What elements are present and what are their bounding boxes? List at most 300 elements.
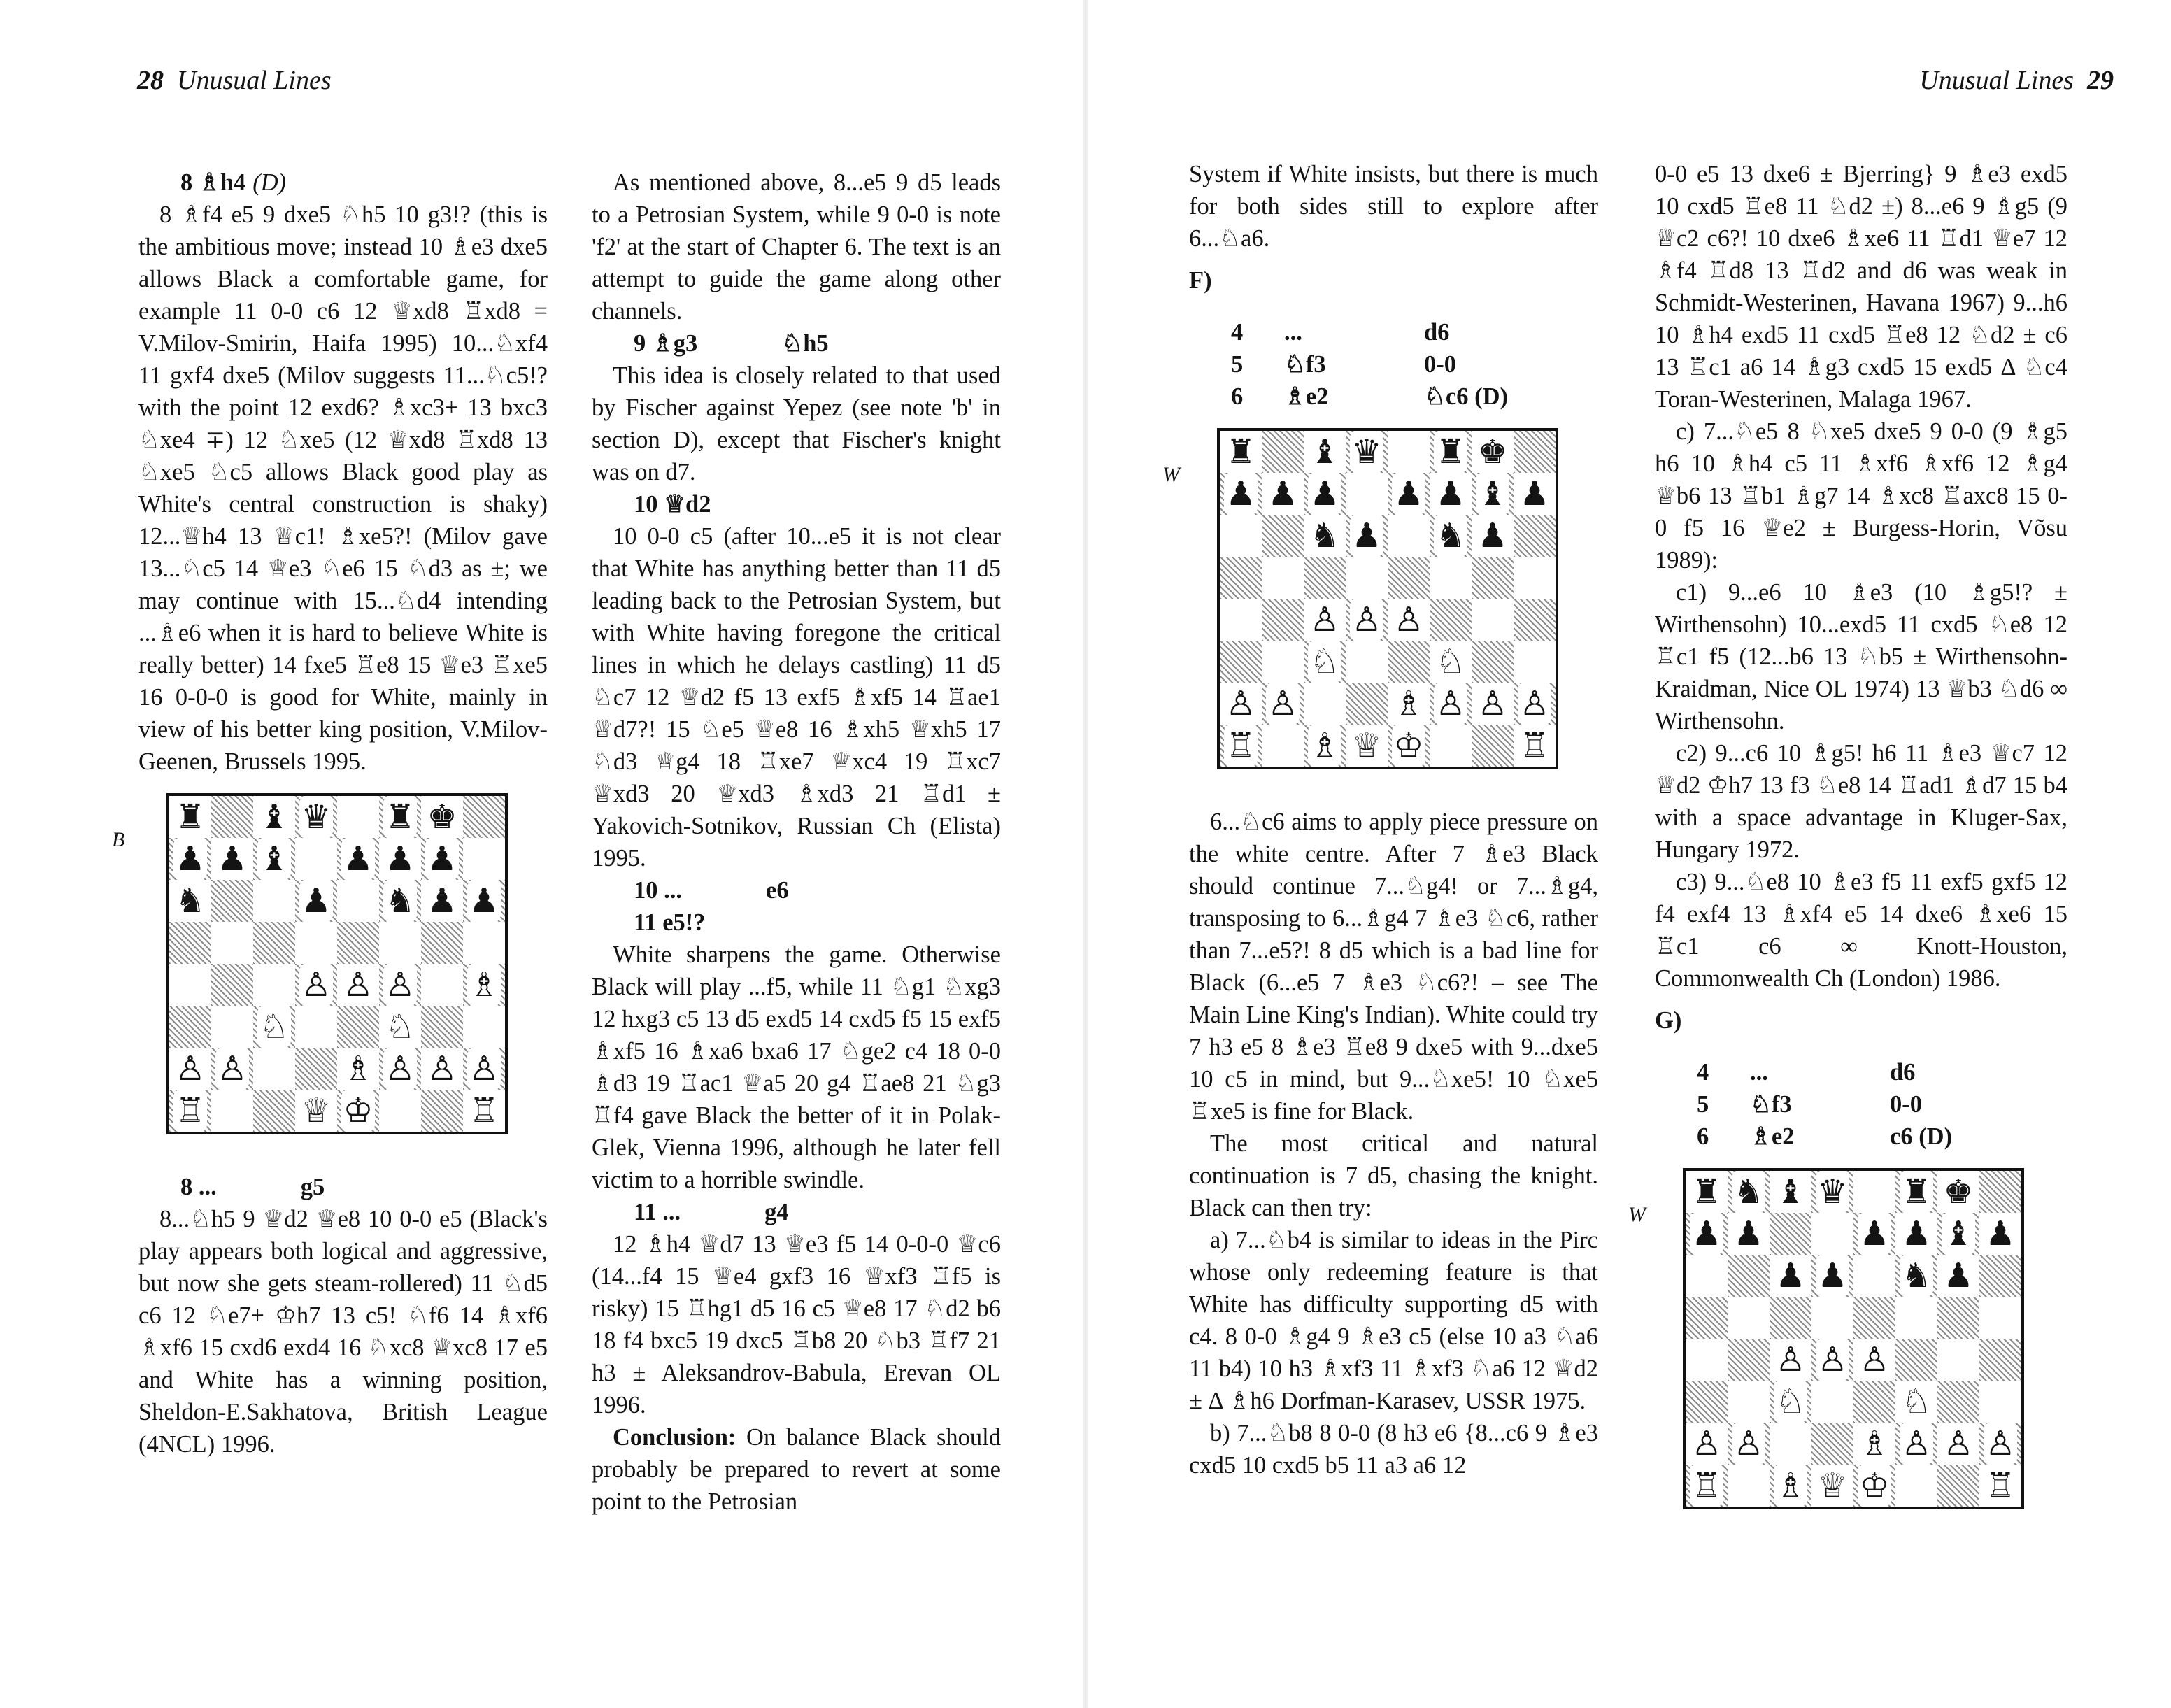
white-pawn-icon: ♙: [1859, 1340, 1890, 1379]
board-square: [1811, 1171, 1853, 1213]
white-knight-icon: ♘: [1775, 1382, 1806, 1421]
board-square: [1979, 1381, 2021, 1423]
board-square: [253, 838, 295, 880]
white-knight-icon: ♘: [1435, 642, 1466, 681]
board-square: [1346, 683, 1388, 725]
white-pawn-icon: ♙: [1817, 1340, 1848, 1379]
white-bishop-icon: ♗: [469, 965, 499, 1004]
black-pawn-icon: ♟: [1225, 474, 1256, 513]
black-bishop-icon: ♝: [1775, 1172, 1806, 1211]
black-pawn-icon: ♟: [1859, 1214, 1890, 1253]
board-square: [379, 880, 421, 922]
board-square: [1686, 1381, 1728, 1423]
move-white: ...: [1750, 1059, 1768, 1086]
board-square: [421, 838, 463, 880]
board-square: [379, 1090, 421, 1132]
board-square: [463, 880, 505, 922]
board-square: [169, 838, 211, 880]
white-king-icon: ♔: [1859, 1466, 1890, 1505]
board-square: [1304, 725, 1346, 767]
board-square: [1430, 683, 1472, 725]
move-black: (D): [252, 169, 287, 196]
paragraph-text: c1) 9...e6 10 ♗e3 (10 ♗g5!? ± Wirthensohn) 10...exd5 11 cxd5 ♘e8 12 ♖c1 f5 (12...b6 13 ♘b5 ± Wirthensohn-Kraidman, Nice OL 1974) 13 ♕b3 ♘d6 ∞ Wirthensohn.: [1655, 579, 2067, 734]
black-pawn-icon: ♟: [1775, 1256, 1806, 1295]
black-pawn-icon: ♟: [1985, 1214, 2016, 1253]
board-square: [1937, 1381, 1979, 1423]
board-square: [1346, 725, 1388, 767]
board-square: [1262, 599, 1304, 641]
diagram-2-side-to-move: W: [1162, 463, 1180, 486]
white-king-icon: ♔: [1393, 726, 1424, 765]
board-square: [1304, 473, 1346, 515]
header-title-left: Unusual Lines: [177, 66, 332, 95]
board-square: [1430, 431, 1472, 473]
board-square: [1895, 1465, 1937, 1507]
move-black: d6: [1890, 1059, 1916, 1086]
board-square: [421, 1006, 463, 1048]
headline-move: [138, 1171, 548, 1203]
black-bishop-icon: ♝: [1943, 1214, 1974, 1253]
black-bishop-icon: ♝: [1477, 474, 1508, 513]
board-square: [1811, 1465, 1853, 1507]
board-square: [463, 922, 505, 964]
paragraph-text: c2) 9...c6 10 ♗g5! h6 11 ♗e3 ♕c7 12 ♕d2 ♔h7 13 f3 ♘e8 14 ♖ad1 ♗d7 15 b4 with a space advantage in Kluger-Sax, Hungary 1972.: [1655, 740, 2067, 863]
board-square: [1853, 1423, 1895, 1465]
move-white: 8 ♗h4: [180, 169, 246, 196]
board-square: [1937, 1339, 1979, 1381]
board-square: [211, 1090, 253, 1132]
board-square: [1304, 599, 1346, 641]
board-square: [1346, 557, 1388, 599]
board-square: [1430, 641, 1472, 683]
board-square: [295, 1048, 337, 1090]
board-square: [1937, 1465, 1979, 1507]
board-square: [1728, 1255, 1770, 1297]
board-square: [211, 922, 253, 964]
board-square: [295, 880, 337, 922]
board-square: [169, 964, 211, 1006]
diagram-3-side-to-move: W: [1628, 1203, 1646, 1226]
board-square: [1514, 683, 1556, 725]
board-square: [1937, 1213, 1979, 1255]
board-square: [1346, 641, 1388, 683]
headline-move: [592, 874, 1001, 906]
white-queen-icon: ♕: [301, 1091, 332, 1130]
white-pawn-icon: ♙: [1519, 684, 1550, 723]
black-pawn-icon: ♟: [1309, 474, 1340, 513]
diagram-1: [112, 793, 548, 1148]
white-pawn-icon: ♙: [175, 1049, 206, 1088]
board-square: [211, 1006, 253, 1048]
move-black: e6: [766, 877, 789, 904]
black-knight-icon: ♞: [1435, 516, 1466, 555]
paragraph: [1655, 866, 2067, 995]
board-square: [463, 796, 505, 838]
board-square: [421, 1090, 463, 1132]
board-square: [1514, 599, 1556, 641]
board-square: [1811, 1213, 1853, 1255]
board-square: [1728, 1423, 1770, 1465]
paragraph-text: 10 0-0 c5 (after 10...e5 it is not clear that White has anything better than 11 d5 leading back to the Petrosian System, but with White having foregone the critical lines in which he delays castling) 11 d5 ♘c7 12 ♕d2 f5 13 exf5 ♗xf5 14 ♖ae1 ♕d7?! 15 ♘e5 ♕e8 16 ♗xh5 ♕xh5 17 ♘d3 ♕g4 18 ♖xe7 ♕xc4 19 ♖xc7 ♕xd3 20 ♕xd3 ♗xd3 21 ♖d1 ± Yakovich-Sotnikov, Russian Ch (Elista) 1995.: [592, 523, 1001, 871]
board-square: [1937, 1297, 1979, 1339]
move-black: g4: [764, 1199, 789, 1225]
white-rook-icon: ♖: [1519, 726, 1550, 765]
board-square: [1430, 515, 1472, 557]
black-pawn-icon: ♟: [1691, 1214, 1722, 1253]
black-rook-icon: ♜: [1225, 432, 1256, 471]
black-rook-icon: ♜: [1435, 432, 1466, 471]
board-square: [1472, 431, 1514, 473]
board-square: [379, 922, 421, 964]
board-square: [169, 1048, 211, 1090]
paragraph-text: 12 ♗h4 ♕d7 13 ♕e3 f5 14 0-0-0 ♕c6 (14...f4 15 ♕e4 gxf3 16 ♕xf3 ♖f5 is risky) 15 ♖hg1 d5 16 c5 ♕e8 17 ♘d2 b6 18 f4 bxc5 19 dxc5 ♖b8 20 ♘b3 ♖f7 21 h3 ± Aleksandrov-Babula, Erevan OL 1996.: [592, 1231, 1001, 1418]
black-rook-icon: ♜: [175, 797, 206, 837]
section-f-moves: [1189, 316, 1598, 413]
headline-move: [592, 488, 1001, 520]
board-square: [1853, 1213, 1895, 1255]
board-square: [1220, 515, 1262, 557]
move-number: 4: [1231, 319, 1244, 346]
section-heading: F): [1189, 267, 1212, 294]
white-rook-icon: ♖: [1691, 1466, 1722, 1505]
move-black: g5: [300, 1174, 325, 1200]
board-square: [1514, 725, 1556, 767]
board-square: [337, 1090, 379, 1132]
paragraph: [1655, 415, 2067, 576]
board-square: [1388, 473, 1430, 515]
white-rook-icon: ♖: [1225, 726, 1256, 765]
paragraph-text: 8 ♗f4 e5 9 dxe5 ♘h5 10 g3!? (this is the ambitious move; instead 10 ♗e3 dxe5 allows Black a comfortable game, for example 11 0-0 c6 12 ♕xd8 ♖xd8 = V.Milov-Smirin, Haifa 1995) 10...♘xf4 11 gxf4 dxe5 (Milov suggests 11...♘c5!? with the point 12 exd6? ♗xc3+ 13 bxc3 ♘xe4 ∓) 12 ♘xe5 (12 ♕xd8 ♖xd8 13 ♘xe5 ♘c5 allows Black good play as White's central construction is shaky) 12...♕h4 13 ♕c1! ♗xe5?! (Milov gave 13...♘c5 14 ♕e3 ♘e6 15 ♘d3 as ±; we may continue with 15...♘d4 intending ...♗e6 when it is hard to believe White is really better) 14 fxe5 ♖e8 15 ♕e3 ♖xe5 16 0-0-0 is good for White, mainly in view of his better king position, V.Milov-Geenen, Brussels 1995.: [138, 201, 548, 775]
board-square: [337, 1006, 379, 1048]
white-king-icon: ♔: [343, 1091, 373, 1130]
board-square: [1472, 557, 1514, 599]
board-square: [1388, 557, 1430, 599]
board-square: [1304, 683, 1346, 725]
board-square: [1220, 431, 1262, 473]
paragraph-text: The most critical and natural continuation is 7 d5, chasing the knight. Black can then try:: [1189, 1130, 1598, 1221]
white-knight-icon: ♘: [1309, 642, 1340, 681]
white-knight-icon: ♘: [385, 1007, 415, 1046]
paragraph-text: This idea is closely related to that used by Fischer against Yepez (see note 'b' in section D), except that Fischer's knight was on d7.: [592, 362, 1001, 485]
board-square: [1220, 683, 1262, 725]
black-pawn-icon: ♟: [385, 839, 415, 878]
board-square: [1728, 1297, 1770, 1339]
board-square: [1770, 1339, 1811, 1381]
board-square: [169, 1090, 211, 1132]
paragraph: [592, 360, 1001, 488]
right-page: [1086, 0, 2171, 1708]
white-pawn-icon: ♙: [1267, 684, 1298, 723]
board-square: [379, 1006, 421, 1048]
board-square: [1895, 1213, 1937, 1255]
move-number: 5: [1231, 351, 1244, 378]
move-white: 11 ...: [634, 1199, 681, 1225]
board-square: [295, 1090, 337, 1132]
board-square: [1895, 1381, 1937, 1423]
move-white: ♗e2: [1284, 383, 1329, 410]
paragraph: [592, 520, 1001, 874]
black-pawn-icon: ♟: [1943, 1256, 1974, 1295]
black-pawn-icon: ♟: [1477, 516, 1508, 555]
column-3: [1162, 158, 1598, 1481]
white-pawn-icon: ♙: [385, 965, 415, 1004]
board-square: [1304, 431, 1346, 473]
headline-move: [592, 906, 1001, 939]
page-number-right: 29: [2087, 66, 2114, 95]
paragraph: [138, 1203, 548, 1460]
chessboard-2: [1217, 428, 1558, 769]
paragraph-label: Conclusion:: [613, 1424, 736, 1451]
board-square: [1346, 431, 1388, 473]
board-square: [169, 880, 211, 922]
board-square: [1895, 1297, 1937, 1339]
board-square: [379, 838, 421, 880]
board-square: [1472, 725, 1514, 767]
board-square: [1895, 1339, 1937, 1381]
black-queen-icon: ♛: [1351, 432, 1382, 471]
section-heading: G): [1655, 1007, 1682, 1034]
board-square: [1770, 1297, 1811, 1339]
board-square: [1346, 473, 1388, 515]
running-header-left: [137, 64, 332, 97]
black-pawn-icon: ♟: [469, 881, 499, 920]
paragraph: [1655, 158, 2067, 415]
board-square: [1728, 1213, 1770, 1255]
paragraph-text: 8...♘h5 9 ♕d2 ♕e8 10 0-0 e5 (Black's play appears both logical and aggressive, but now she gets steam-rollered) 11 ♘d5 c6 12 ♘e7+ ♔h7 13 c5! ♘f6 14 ♗xf6 ♗xf6 15 cxd6 exd4 16 ♘xc8 ♕xc8 17 e5 and White has a winning position, Sheldon-E.Sakhatova, British League (4NCL) 1996.: [138, 1206, 548, 1458]
white-pawn-icon: ♙: [1309, 600, 1340, 639]
board-square: [337, 922, 379, 964]
board-square: [1388, 725, 1430, 767]
paragraph-text: a) 7...♘b4 is similar to ideas in the Pirc whose only redeeming feature is that White has difficulty supporting d5 with c4. 8 0-0 ♗g4 9 ♗e3 c5 (else 10 a3 ♘a6 11 b4) 10 h3 ♗xf3 11 ♗xf3 ♘a6 12 ♕d2 ± Δ ♗h6 Dorfman-Karasev, USSR 1975.: [1189, 1227, 1598, 1414]
paragraph-text: c3) 9...♘e8 10 ♗e3 f5 11 exf5 gxf5 12 f4 exf4 13 ♗xf4 e5 14 dxe6 ♗xe6 15 ♖c1 c6 ∞ Knott-Houston, Commonwealth Ch (London) 1986.: [1655, 869, 2067, 992]
board-square: [1686, 1255, 1728, 1297]
move-number: 5: [1697, 1091, 1709, 1118]
board-square: [1262, 515, 1304, 557]
board-square: [1220, 473, 1262, 515]
black-rook-icon: ♜: [1691, 1172, 1722, 1211]
white-pawn-icon: ♙: [1691, 1424, 1722, 1463]
board-square: [253, 796, 295, 838]
black-rook-icon: ♜: [1901, 1172, 1932, 1211]
black-pawn-icon: ♟: [217, 839, 248, 878]
white-rook-icon: ♖: [469, 1091, 499, 1130]
board-square: [1811, 1381, 1853, 1423]
board-square: [1220, 557, 1262, 599]
board-square: [1853, 1339, 1895, 1381]
board-square: [1388, 515, 1430, 557]
move-white: 10 ♕d2: [634, 491, 711, 518]
board-square: [1686, 1213, 1728, 1255]
board-square: [1770, 1423, 1811, 1465]
board-square: [1979, 1465, 2021, 1507]
column-1: [112, 166, 548, 1460]
board-square: [1686, 1339, 1728, 1381]
board-square: [1430, 473, 1472, 515]
board-square: [1304, 515, 1346, 557]
board-square: [1979, 1255, 2021, 1297]
board-square: [1220, 725, 1262, 767]
board-square: [1686, 1297, 1728, 1339]
white-queen-icon: ♕: [1817, 1466, 1848, 1505]
white-pawn-icon: ♙: [217, 1049, 248, 1088]
white-pawn-icon: ♙: [1225, 684, 1256, 723]
board-square: [1979, 1339, 2021, 1381]
move-white: 9 ♗g3: [634, 330, 698, 357]
board-square: [1811, 1255, 1853, 1297]
black-pawn-icon: ♟: [1267, 474, 1298, 513]
board-square: [463, 838, 505, 880]
move-white: ♗e2: [1750, 1123, 1795, 1150]
move-black: c6 (D): [1890, 1123, 1953, 1150]
board-square: [253, 1006, 295, 1048]
board-square: [1853, 1171, 1895, 1213]
black-king-icon: ♚: [427, 797, 457, 837]
paragraph: [1189, 1127, 1598, 1224]
paragraph-text: 6...♘c6 aims to apply piece pressure on the white centre. After 7 ♗e3 Black should continue 7...♘g4! or 7...♗g4, transposing to 6...♗g4 7 ♗e3 ♘c6, rather than 7...e5?! 8 d5 which is a bad line for Black (6...e5 7 ♗e3 ♘c6?! – see The Main Line King's Indian). White could try 7 h3 e5 8 ♗e3 ♖e8 9 dxe5 with 9...dxe5 10 c5 in mind, but 9...♘xe5! 10 ♘xe5 ♖xe5 is fine for Black.: [1189, 809, 1598, 1125]
board-square: [1853, 1465, 1895, 1507]
black-queen-icon: ♛: [1817, 1172, 1848, 1211]
column-3-text-b: [1189, 806, 1598, 1481]
black-pawn-icon: ♟: [175, 839, 206, 878]
board-square: [421, 922, 463, 964]
board-square: [253, 922, 295, 964]
diagram-3: [1628, 1168, 2067, 1523]
board-square: [1514, 473, 1556, 515]
board-square: [1770, 1255, 1811, 1297]
board-square: [1262, 683, 1304, 725]
white-pawn-icon: ♙: [469, 1049, 499, 1088]
white-pawn-icon: ♙: [1733, 1424, 1764, 1463]
paragraph: [1189, 1417, 1598, 1481]
move-white: 8 ...: [180, 1174, 217, 1200]
board-square: [1388, 683, 1430, 725]
board-square: [211, 964, 253, 1006]
black-bishop-icon: ♝: [259, 797, 290, 837]
move-white: ♘f3: [1284, 351, 1326, 378]
board-square: [1686, 1423, 1728, 1465]
board-square: [211, 796, 253, 838]
board-square: [295, 796, 337, 838]
board-square: [379, 796, 421, 838]
board-square: [379, 964, 421, 1006]
board-square: [1853, 1297, 1895, 1339]
board-square: [1979, 1297, 2021, 1339]
board-square: [295, 838, 337, 880]
board-square: [1770, 1465, 1811, 1507]
board-square: [1430, 557, 1472, 599]
black-knight-icon: ♞: [175, 881, 206, 920]
board-square: [337, 838, 379, 880]
board-square: [211, 1048, 253, 1090]
paragraph-text: White sharpens the game. Otherwise Black will play ...f5, while 11 ♘g1 ♘xg3 12 hxg3 c5 13 d5 exd5 14 cxd5 f5 15 exf5 ♗xf5 16 ♗xa6 bxa6 17 ♘ge2 c4 18 0-0 ♗d3 19 ♖ac1 ♕a5 20 g4 ♖ae8 21 ♘g3 ♖f4 gave Black the better of it in Polak-Glek, Vienna 1996, although he later fell victim to a horrible swindle.: [592, 941, 1001, 1193]
board-square: [169, 1006, 211, 1048]
paragraph-text: On balance Black should probably be prepared to revert at some point to the Petrosian: [592, 1424, 1001, 1515]
board-square: [1728, 1465, 1770, 1507]
board-square: [1388, 641, 1430, 683]
board-square: [1686, 1465, 1728, 1507]
paragraph: [1655, 737, 2067, 866]
board-square: [1811, 1423, 1853, 1465]
board-square: [1220, 599, 1262, 641]
board-square: [1770, 1381, 1811, 1423]
board-square: [1514, 515, 1556, 557]
white-pawn-icon: ♙: [343, 965, 373, 1004]
chessboard-1: [166, 793, 508, 1134]
white-bishop-icon: ♗: [343, 1049, 373, 1088]
board-square: [1937, 1171, 1979, 1213]
paragraph: [1189, 1224, 1598, 1417]
board-square: [379, 1048, 421, 1090]
white-bishop-icon: ♗: [1309, 726, 1340, 765]
paragraph: [138, 199, 548, 778]
move-black: ♘h5: [781, 330, 829, 357]
paragraph: [1189, 806, 1598, 1127]
board-square: [337, 880, 379, 922]
move-number: 4: [1697, 1059, 1709, 1086]
black-pawn-icon: ♟: [1519, 474, 1550, 513]
white-pawn-icon: ♙: [385, 1049, 415, 1088]
paragraph: [1655, 576, 2067, 737]
board-square: [295, 1006, 337, 1048]
board-square: [463, 964, 505, 1006]
white-queen-icon: ♕: [1351, 726, 1382, 765]
chessboard-3: [1683, 1168, 2024, 1509]
paragraph-text: b) 7...♘b8 8 0-0 (8 h3 e6 {8...c6 9 ♗e3 cxd5 10 cxd5 b5 11 a3 a6 12: [1189, 1420, 1598, 1479]
black-pawn-icon: ♟: [343, 839, 373, 878]
board-square: [1346, 515, 1388, 557]
white-rook-icon: ♖: [175, 1091, 206, 1130]
move-number: 6: [1697, 1123, 1709, 1150]
white-rook-icon: ♖: [1985, 1466, 2016, 1505]
diagram-1-side-to-move: B: [112, 828, 125, 851]
black-knight-icon: ♞: [1733, 1172, 1764, 1211]
section-g-moves: [1655, 1056, 2067, 1153]
column-3-text-a: [1189, 158, 1598, 297]
board-square: [1937, 1255, 1979, 1297]
paragraph-text: As mentioned above, 8...e5 9 d5 leads to a Petrosian System, while 9 0-0 is note 'f2' at the start of Chapter 6. The text is an attempt to guide the game along other channels.: [592, 169, 1001, 325]
move-black: ♘c6 (D): [1424, 383, 1509, 410]
board-square: [1262, 725, 1304, 767]
board-square: [1895, 1255, 1937, 1297]
white-pawn-icon: ♙: [427, 1049, 457, 1088]
column-2: [592, 166, 1001, 1518]
board-square: [1262, 641, 1304, 683]
board-square: [1979, 1213, 2021, 1255]
board-square: [1979, 1423, 2021, 1465]
board-square: [295, 922, 337, 964]
board-square: [1811, 1297, 1853, 1339]
board-square: [1304, 641, 1346, 683]
board-square: [1514, 641, 1556, 683]
move-white: ♘f3: [1750, 1091, 1792, 1118]
board-square: [337, 796, 379, 838]
white-bishop-icon: ♗: [1775, 1466, 1806, 1505]
board-square: [1728, 1339, 1770, 1381]
black-pawn-icon: ♟: [301, 881, 332, 920]
column-1-text-a: [138, 166, 548, 778]
board-square: [1304, 557, 1346, 599]
black-pawn-icon: ♟: [1817, 1256, 1848, 1295]
white-pawn-icon: ♙: [1985, 1424, 2016, 1463]
headline-move: [138, 166, 548, 199]
paragraph: [592, 1228, 1001, 1421]
white-knight-icon: ♘: [1901, 1382, 1932, 1421]
move-white: ...: [1284, 319, 1302, 346]
board-square: [295, 964, 337, 1006]
board-square: [169, 796, 211, 838]
black-knight-icon: ♞: [1309, 516, 1340, 555]
black-knight-icon: ♞: [385, 881, 415, 920]
